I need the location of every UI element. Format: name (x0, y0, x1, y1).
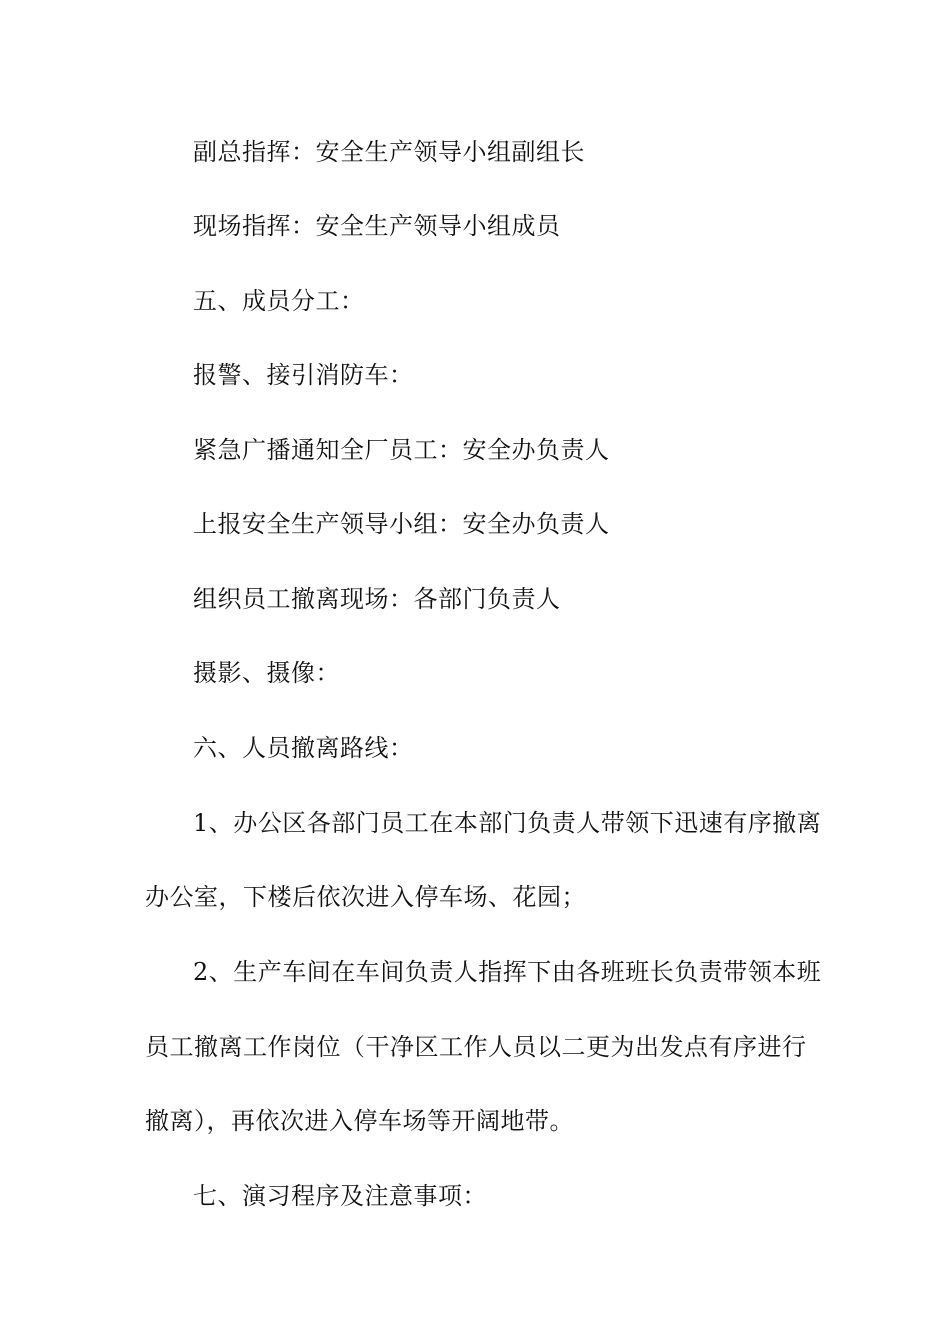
route-2-line-2: 员工撤离工作岗位（干净区工作人员以二更为出发点有序进行 (145, 1033, 807, 1061)
alarm-duty-line: 报警、接引消防车： (193, 361, 414, 389)
report-duty-line: 上报安全生产领导小组：安全办负责人 (193, 510, 610, 538)
route-1-line-2: 办公室，下楼后依次进入停车场、花园； (145, 883, 586, 911)
photo-duty-line: 摄影、摄像： (193, 659, 340, 687)
section-six-heading: 六、人员撤离路线： (193, 734, 414, 762)
evacuation-duty-line: 组织员工撤离现场：各部门负责人 (193, 585, 561, 613)
deputy-commander-line: 副总指挥：安全生产领导小组副组长 (193, 138, 585, 166)
route-1-line-1: 1、办公区各部门员工在本部门负责人带领下迅速有序撤离 (193, 809, 822, 837)
route-2-line-1: 2、生产车间在车间负责人指挥下由各班班长负责带领本班 (193, 958, 822, 986)
section-five-heading: 五、成员分工： (193, 287, 365, 315)
field-commander-line: 现场指挥：安全生产领导小组成员 (193, 212, 561, 240)
route-2-line-3: 撤离），再依次进入停车场等开阔地带。 (145, 1107, 574, 1135)
broadcast-duty-line: 紧急广播通知全厂员工：安全办负责人 (193, 436, 610, 464)
section-seven-heading: 七、演习程序及注意事项： (193, 1182, 487, 1210)
